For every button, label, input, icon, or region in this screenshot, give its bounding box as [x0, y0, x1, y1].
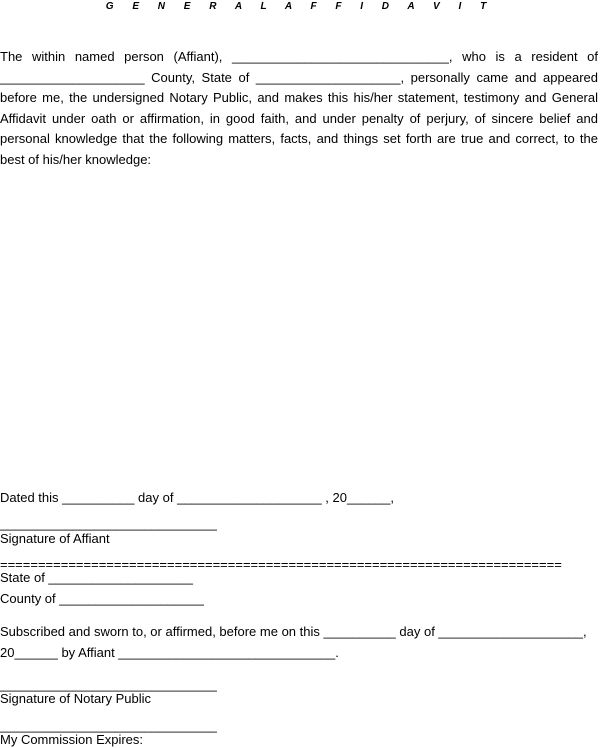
commission-signature-line: ______________________________: [0, 718, 217, 733]
document-title: G E N E R A L A F F I D A V I T: [105, 1, 495, 12]
subscribed-line-2: 20______ by Affiant ______________________________.: [0, 645, 339, 660]
subscribed-line-1: Subscribed and sworn to, or affirmed, before me on this __________ day of ____________________,: [0, 624, 587, 639]
notary-signature-label: Signature of Notary Public: [0, 691, 152, 706]
dated-line: Dated this __________ day of ____________________ , 20______,: [0, 490, 394, 505]
state-line: State of ____________________: [0, 570, 194, 585]
section-separator: ==========================================================================: [0, 558, 562, 572]
intro-paragraph: The within named person (Affiant), ______________________________, who is a resident of ____________________ County, State of ____________________, personally came and appeared before me, the undersigned Notary Public, and makes this his/her statement, testimony and General Affidavit under oath or affirmation, in good faith, and under penalty of perjury, of sincere belief and personal knowledge that the following matters, facts, and things set forth are true and correct, to the best of his/her knowledge:: [0, 49, 598, 167]
commission-expires-label: My Commission Expires:: [0, 732, 144, 747]
affiant-signature-label: Signature of Affiant: [0, 531, 110, 546]
county-line: County of ____________________: [0, 591, 204, 606]
affiant-signature-line: ______________________________: [0, 516, 217, 531]
notary-signature-line: ______________________________: [0, 677, 217, 692]
